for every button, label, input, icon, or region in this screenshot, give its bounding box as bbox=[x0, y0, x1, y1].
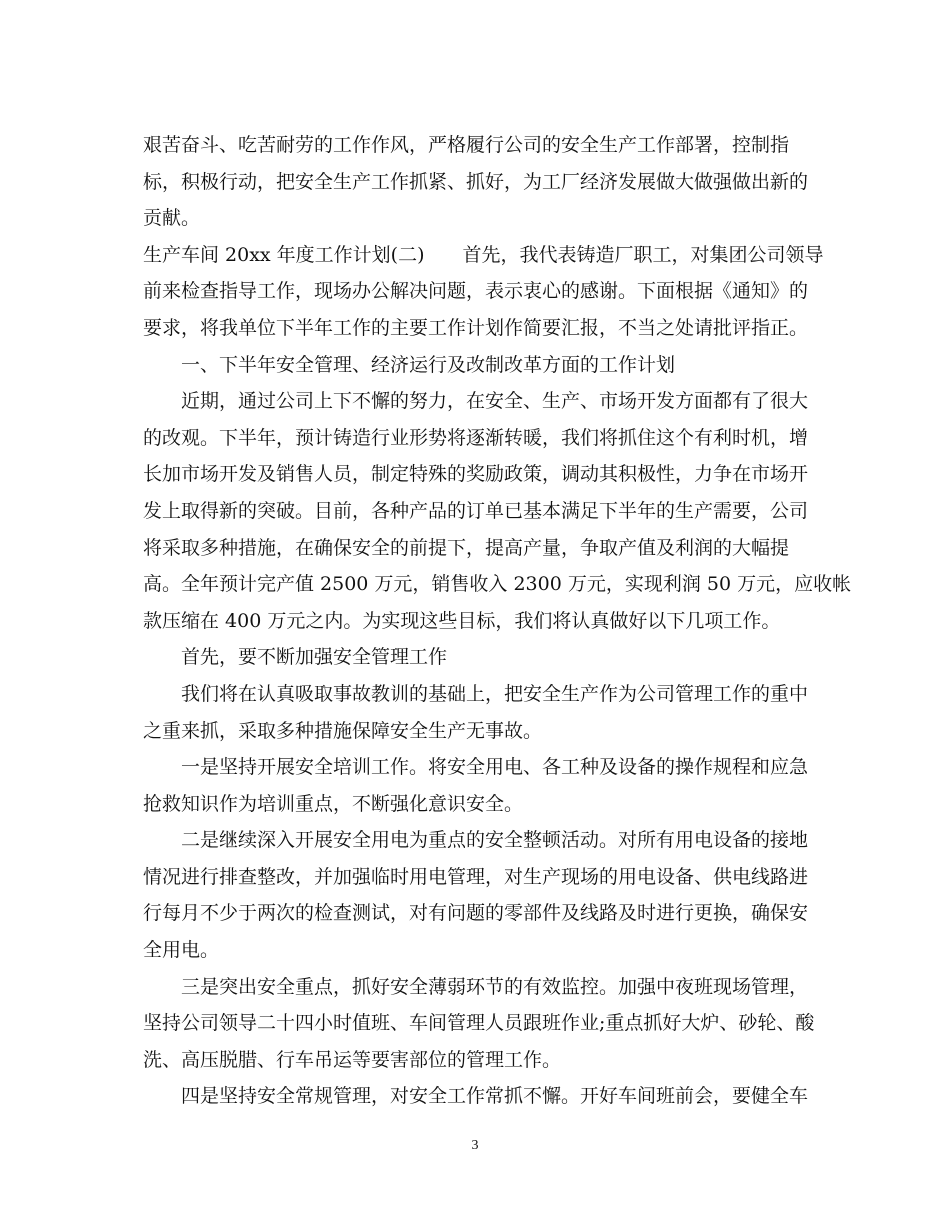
text-line: 全用电。 bbox=[143, 939, 220, 962]
text-line: 标，积极行动，把安全生产工作抓紧、抓好，为工厂经济发展做大做强做出新的 bbox=[143, 170, 809, 193]
text-line: 一是坚持开展安全培训工作。将安全用电、各工种及设备的操作规程和应急 bbox=[181, 756, 809, 779]
text-line: 前来检查指导工作，现场办公解决问题，表示衷心的感谢。下面根据《通知》的 bbox=[143, 280, 809, 303]
text-line: 四是坚持安全常规管理，对安全工作常抓不懈。开好车间班前会，要健全车 bbox=[181, 1085, 809, 1108]
document-body bbox=[143, 127, 852, 1115]
text-line: 坚持公司领导二十四小时值班、车间管理人员跟班作业;重点抓好大炉、砂轮、酸 bbox=[143, 1012, 815, 1035]
text-line: 的改观。下半年，预计铸造行业形势将逐渐转暖，我们将抓住这个有利时机，增 bbox=[143, 426, 809, 449]
text-line: 将采取多种措施，在确保安全的前提下，提高产量，争取产值及利润的大幅提 bbox=[143, 536, 790, 559]
text-line: 艰苦奋斗、吃苦耐劳的工作作风，严格履行公司的安全生产工作部署，控制指 bbox=[143, 134, 790, 156]
text-line: 情况进行排查整改，并加强临时用电管理，对生产现场的用电设备、供电线路进 bbox=[143, 865, 809, 888]
text-line: 款压缩在 400 万元之内。为实现这些目标，我们将认真做好以下几项工作。 bbox=[143, 609, 781, 632]
text-line: 之重来抓，采取多种措施保障安全生产无事故。 bbox=[143, 719, 543, 742]
text-line: 行每月不少于两次的检查测试，对有问题的零部件及线路及时进行更换，确保安 bbox=[143, 902, 809, 925]
text-line: 要求，将我单位下半年工作的主要工作计划作简要汇报，不当之处请批评指正。 bbox=[143, 316, 809, 339]
text-line: 贡献。 bbox=[143, 207, 201, 230]
text-line: 长加市场开发及销售人员，制定特殊的奖励政策，调动其积极性，力争在市场开 bbox=[143, 463, 809, 486]
text-line: 发上取得新的突破。目前，各种产品的订单已基本满足下半年的生产需要，公司 bbox=[143, 499, 809, 522]
text-line: 二是继续深入开展安全用电为重点的安全整顿活动。对所有用电设备的接地 bbox=[181, 829, 809, 852]
text-line: 我们将在认真吸取事故教训的基础上，把安全生产作为公司管理工作的重中 bbox=[181, 682, 809, 705]
page-number: 3 bbox=[471, 1138, 479, 1153]
text-line: 洗、高压脱腊、行车吊运等要害部位的管理工作。 bbox=[143, 1048, 562, 1071]
text-line: 高。全年预计完产值 2500 万元，销售收入 2300 万元，实现利润 50 万元，应收帐 bbox=[143, 573, 852, 596]
section-title-line: 生产车间 20xx 年度工作计划(二) 首先，我代表铸造厂职工，对集团公司领导 bbox=[143, 243, 824, 266]
text-line: 抢救知识作为培训重点，不断强化意识安全。 bbox=[143, 792, 524, 815]
heading-line: 一、下半年安全管理、经济运行及改制改革方面的工作计划 bbox=[181, 353, 676, 376]
heading-line: 首先，要不断加强安全管理工作 bbox=[181, 646, 448, 669]
text-line: 三是突出安全重点，抓好安全薄弱环节的有效监控。加强中夜班现场管理， bbox=[181, 975, 809, 998]
text-line: 近期，通过公司上下不懈的努力，在安全、生产、市场开发方面都有了很大 bbox=[181, 390, 809, 413]
